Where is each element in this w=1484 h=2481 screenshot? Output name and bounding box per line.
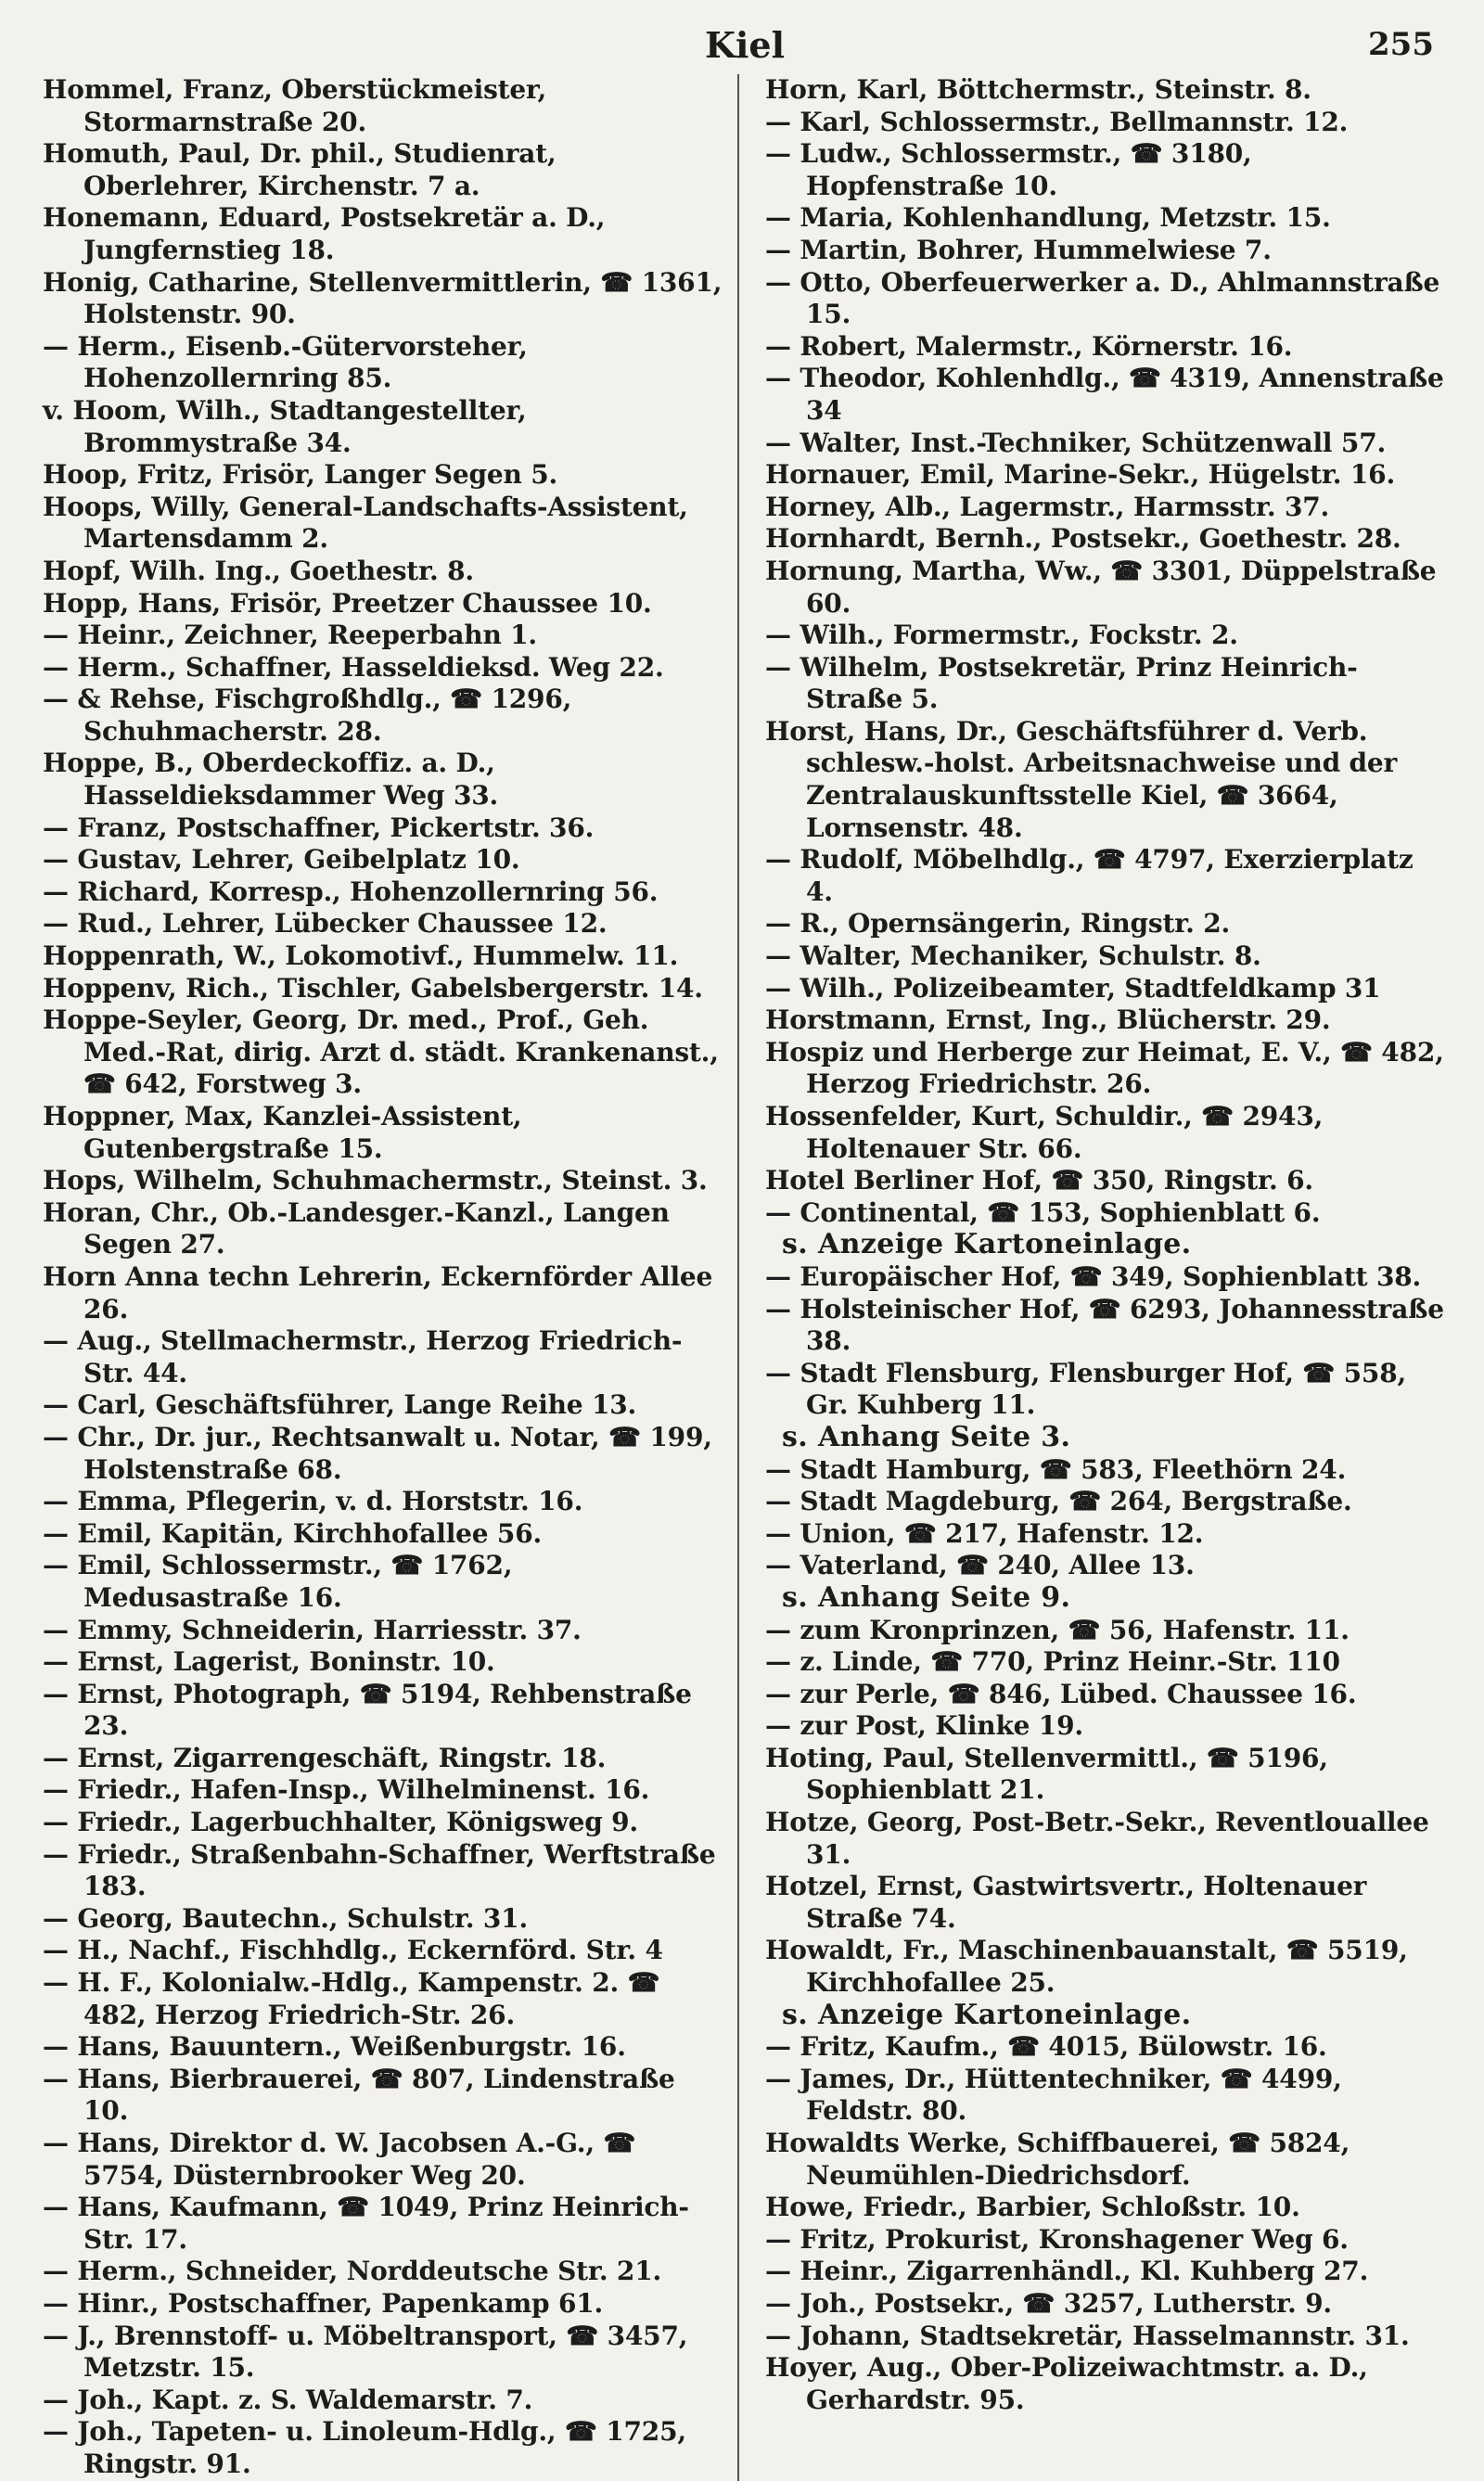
directory-entry: — Emil, Schlossermstr., ☎ 1762, Medusastraße 16. — [43, 1550, 513, 1613]
directory-entry: — Franz, Postschaffner, Pickertstr. 36. — [43, 812, 595, 843]
directory-entry: Honig, Catharine, Stellenvermittlerin, ☎ 1361, Holstenstr. 90. — [43, 266, 723, 330]
directory-entry: — Hans, Bierbrauerei, ☎ 807, Lindenstraße 10. — [43, 2063, 675, 2127]
directory-entry: Hornhardt, Bernh., Postsekr., Goethestr. 28. — [765, 523, 1401, 555]
directory-entry: — R., Opernsängerin, Ringstr. 2. — [765, 908, 1231, 940]
directory-entry: — Friedr., Lagerbuchhalter, Königsweg 9. — [43, 1807, 638, 1838]
directory-entry: — Union, ☎ 217, Hafenstr. 12. — [765, 1517, 1204, 1549]
directory-entry: — Joh., Kapt. z. S. Waldemarstr. 7. — [43, 2384, 533, 2415]
reference-note: s. Anhang Seite 3. — [782, 1420, 1071, 1453]
directory-entry: Horney, Alb., Lagermstr., Harmsstr. 37. — [765, 491, 1330, 522]
directory-entry: — Ludw., Schlossermstr., ☎ 3180, Hopfenstraße 10. — [765, 138, 1252, 201]
directory-entry: Hommel, Franz, Oberstückmeister, Stormarnstraße 20. — [43, 74, 547, 137]
directory-entry: — Herm., Eisenb.-Gütervorsteher, Hohenzollernring 85. — [43, 330, 528, 394]
right-column — [765, 74, 1447, 2481]
directory-entry: — Hans, Kaufmann, ☎ 1049, Prinz Heinrich-Str. 17. — [43, 2192, 689, 2255]
directory-entry: Hornauer, Emil, Marine-Sekr., Hügelstr. 16. — [765, 459, 1396, 491]
page-title: Kiel — [704, 24, 786, 66]
directory-entry: — & Rehse, Fischgroßhdlg., ☎ 1296, Schuhmacherstr. 28. — [43, 684, 572, 747]
directory-entry: Horn, Karl, Böttchermstr., Steinstr. 8. — [765, 74, 1311, 105]
directory-entry: Hoops, Willy, General-Landschafts-Assistent, Martensdamm 2. — [43, 491, 688, 555]
directory-entry: — Europäischer Hof, ☎ 349, Sophienblatt 38. — [765, 1260, 1422, 1292]
directory-entry: — Wilh., Polizeibeamter, Stadtfeldkamp 31 — [765, 972, 1381, 1004]
directory-entry: — Walter, Inst.-Techniker, Schützenwall 57. — [765, 427, 1387, 458]
directory-entry: — Heinr., Zigarrenhändl., Kl. Kuhberg 27. — [765, 2256, 1369, 2287]
directory-entry: Hoppe, B., Oberdeckoffiz. a. D., Hasseldieksdammer Weg 33. — [43, 748, 499, 812]
directory-entry: — Herm., Schaffner, Hasseldieksd. Weg 22. — [43, 651, 664, 683]
directory-entry: Horst, Hans, Dr., Geschäftsführer d. Verb. schlesw.-holst. Arbeitsnachweise und der Zentralauskunftsstelle Kiel, ☎ 3664, Lornsenstr. 48. — [765, 715, 1398, 843]
reference-note: s. Anhang Seite 9. — [782, 1580, 1071, 1614]
directory-entry: Hopp, Hans, Frisör, Preetzer Chaussee 10. — [43, 587, 652, 619]
directory-entry: — Walter, Mechaniker, Schulstr. 8. — [765, 940, 1261, 972]
directory-entry: Hopf, Wilh. Ing., Goethestr. 8. — [43, 555, 474, 586]
directory-entry: Hoppe-Seyler, Georg, Dr. med., Prof., Geh. Med.-Rat, dirig. Arzt d. städt. Krankenanst., ☎ 642, Forstweg 3. — [43, 1004, 719, 1100]
directory-entry: — Aug., Stellmachermstr., Herzog Friedrich-Str. 44. — [43, 1325, 683, 1388]
directory-entry: — zum Kronprinzen, ☎ 56, Hafenstr. 11. — [765, 1614, 1350, 1645]
directory-entry: — Georg, Bautechn., Schulstr. 31. — [43, 1902, 529, 1934]
directory-entry: — Chr., Dr. jur., Rechtsanwalt u. Notar, ☎ 199, Holstenstraße 68. — [43, 1421, 712, 1485]
directory-entry: — James, Dr., Hüttentechniker, ☎ 4499, Feldstr. 80. — [765, 2063, 1342, 2127]
directory-entry: — Vaterland, ☎ 240, Allee 13. — [765, 1550, 1195, 1581]
directory-entry: — Stadt Flensburg, Flensburger Hof, ☎ 558, Gr. Kuhberg 11. — [765, 1357, 1407, 1421]
directory-entry: Hoting, Paul, Stellenvermittl., ☎ 5196, Sophienblatt 21. — [765, 1742, 1328, 1806]
directory-entry: Hoop, Fritz, Frisör, Langer Segen 5. — [43, 459, 558, 491]
directory-entry: — Emil, Kapitän, Kirchhofallee 56. — [43, 1517, 543, 1549]
directory-entry: — Ernst, Lagerist, Boninstr. 10. — [43, 1646, 495, 1678]
directory-entry: — Friedr., Hafen-Insp., Wilhelminenst. 16. — [43, 1774, 650, 1806]
reference-note: s. Anzeige Kartoneinlage. — [782, 1228, 1192, 1261]
directory-entry: — Gustav, Lehrer, Geibelplatz 10. — [43, 844, 520, 876]
directory-entry: — Rud., Lehrer, Lübecker Chaussee 12. — [43, 908, 608, 940]
reference-note: s. Anzeige Kartoneinlage. — [782, 1998, 1192, 2031]
directory-entry: Horan, Chr., Ob.-Landesger.-Kanzl., Langen Segen 27. — [43, 1196, 670, 1260]
directory-entry: — J., Brennstoff- u. Möbeltransport, ☎ 3457, Metzstr. 15. — [43, 2320, 688, 2384]
directory-entry: Hoyer, Aug., Ober-Polizeiwachtmstr. a. D., Gerhardstr. 95. — [765, 2352, 1368, 2415]
directory-entry: Hospiz und Herberge zur Heimat, E. V., ☎ 482, Herzog Friedrichstr. 26. — [765, 1036, 1444, 1100]
directory-entry: — Carl, Geschäftsführer, Lange Reihe 13. — [43, 1389, 637, 1421]
directory-entry: — Joh., Postsekr., ☎ 3257, Lutherstr. 9. — [765, 2287, 1332, 2319]
directory-entry: Howaldt, Fr., Maschinenbauanstalt, ☎ 5519, Kirchhofallee 25. — [765, 1935, 1408, 1999]
directory-entry: Hoppenv, Rich., Tischler, Gabelsbergerstr. 14. — [43, 972, 703, 1004]
directory-entry: Honemann, Eduard, Postsekretär a. D., Jungfernstieg 18. — [43, 202, 606, 265]
left-column — [43, 74, 739, 2481]
directory-entry: — Martin, Bohrer, Hummelwiese 7. — [765, 234, 1272, 265]
directory-entry: Hotzel, Ernst, Gastwirtsvertr., Holtenauer Straße 74. — [765, 1871, 1367, 1934]
directory-entry: — H. F., Kolonialw.-Hdlg., Kampenstr. 2. ☎ 482, Herzog Friedrich-Str. 26. — [43, 1967, 660, 2030]
directory-entry: — Johann, Stadtsekretär, Hasselmannstr. 31. — [765, 2320, 1410, 2351]
directory-entry: Horstmann, Ernst, Ing., Blücherstr. 29. — [765, 1004, 1331, 1036]
columns — [43, 74, 1447, 2481]
directory-entry: — z. Linde, ☎ 770, Prinz Heinr.-Str. 110 — [765, 1646, 1340, 1678]
directory-entry: Homuth, Paul, Dr. phil., Studienrat, Oberlehrer, Kirchenstr. 7 a. — [43, 138, 556, 201]
directory-entry: Hotel Berliner Hof, ☎ 350, Ringstr. 6. — [765, 1165, 1313, 1196]
directory-entry: — Rudolf, Möbelhdlg., ☎ 4797, Exerzierplatz 4. — [765, 844, 1414, 907]
directory-entry: — Ernst, Zigarrengeschäft, Ringstr. 18. — [43, 1742, 607, 1773]
directory-entry: — Hinr., Postschaffner, Papenkamp 61. — [43, 2287, 604, 2319]
page-header — [43, 17, 1447, 74]
directory-entry: — Stadt Hamburg, ☎ 583, Fleethörn 24. — [765, 1453, 1347, 1485]
directory-entry: — Joh., Tapeten- u. Linoleum-Hdlg., ☎ 1725, Ringstr. 91. — [43, 2416, 686, 2479]
directory-entry: — Hans, Bauuntern., Weißenburgstr. 16. — [43, 2031, 626, 2063]
directory-entry: — Richard, Korresp., Hohenzollernring 56. — [43, 876, 659, 907]
directory-entry: Hoppenrath, W., Lokomotivf., Hummelw. 11. — [43, 940, 679, 972]
directory-entry: Hoppner, Max, Kanzlei-Assistent, Gutenbergstraße 15. — [43, 1101, 522, 1164]
directory-entry: — Stadt Magdeburg, ☎ 264, Bergstraße. — [765, 1486, 1352, 1517]
directory-entry: — Wilhelm, Postsekretär, Prinz Heinrich-Straße 5. — [765, 651, 1358, 715]
directory-entry: — Theodor, Kohlenhdlg., ☎ 4319, Annenstraße 34 — [765, 363, 1444, 426]
directory-entry: — Wilh., Formermstr., Fockstr. 2. — [765, 620, 1238, 651]
directory-entry: — Continental, ☎ 153, Sophienblatt 6. — [765, 1196, 1321, 1228]
directory-entry: — zur Perle, ☎ 846, Lübed. Chaussee 16. — [765, 1678, 1357, 1709]
directory-entry: Hops, Wilhelm, Schuhmachermstr., Steinst. 3. — [43, 1165, 708, 1196]
directory-entry: — Emma, Pflegerin, v. d. Horststr. 16. — [43, 1486, 583, 1517]
directory-entry: Horn Anna techn Lehrerin, Eckernförder Allee 26. — [43, 1260, 713, 1324]
directory-entry: Howaldts Werke, Schiffbauerei, ☎ 5824, Neumühlen-Diedrichsdorf. — [765, 2128, 1350, 2191]
directory-entry: — Fritz, Prokurist, Kronshagener Weg 6. — [765, 2223, 1349, 2255]
directory-entry: — Otto, Oberfeuerwerker a. D., Ahlmannstraße 15. — [765, 266, 1440, 330]
directory-entry: Hossenfelder, Kurt, Schuldir., ☎ 2943, Holtenauer Str. 66. — [765, 1101, 1324, 1164]
page-number: 255 — [1368, 26, 1434, 63]
directory-entry: — Hans, Direktor d. W. Jacobsen A.-G., ☎ 5754, Düsternbrooker Weg 20. — [43, 2128, 636, 2191]
directory-entry: — Heinr., Zeichner, Reeperbahn 1. — [43, 620, 537, 651]
directory-entry: Hotze, Georg, Post-Betr.-Sekr., Reventlouallee 31. — [765, 1807, 1429, 1870]
directory-entry: — Maria, Kohlenhandlung, Metzstr. 15. — [765, 202, 1331, 234]
directory-entry: — Friedr., Straßenbahn-Schaffner, Werftstraße 183. — [43, 1838, 716, 1902]
directory-entry: Howe, Friedr., Barbier, Schloßstr. 10. — [765, 2192, 1300, 2223]
directory-entry: — Herm., Schneider, Norddeutsche Str. 21. — [43, 2256, 662, 2287]
directory-entry: — Robert, Malermstr., Körnerstr. 16. — [765, 330, 1293, 362]
directory-entry: — Karl, Schlossermstr., Bellmannstr. 12. — [765, 106, 1349, 137]
directory-entry: — Holsteinischer Hof, ☎ 6293, Johannesstraße 38. — [765, 1293, 1444, 1357]
directory-entry: v. Hoom, Wilh., Stadtangestellter, Brommystraße 34. — [43, 394, 527, 458]
directory-entry: — Fritz, Kaufm., ☎ 4015, Bülowstr. 16. — [765, 2031, 1327, 2063]
directory-entry: Hornung, Martha, Ww., ☎ 3301, Düppelstraße 60. — [765, 555, 1437, 619]
directory-entry: — H., Nachf., Fischhdlg., Eckernförd. Str. 4 — [43, 1935, 663, 1966]
directory-entry: — zur Post, Klinke 19. — [765, 1710, 1083, 1742]
directory-entry: — Ernst, Photograph, ☎ 5194, Rehbenstraße 23. — [43, 1678, 692, 1742]
directory-entry: — Emmy, Schneiderin, Harriesstr. 37. — [43, 1614, 582, 1645]
